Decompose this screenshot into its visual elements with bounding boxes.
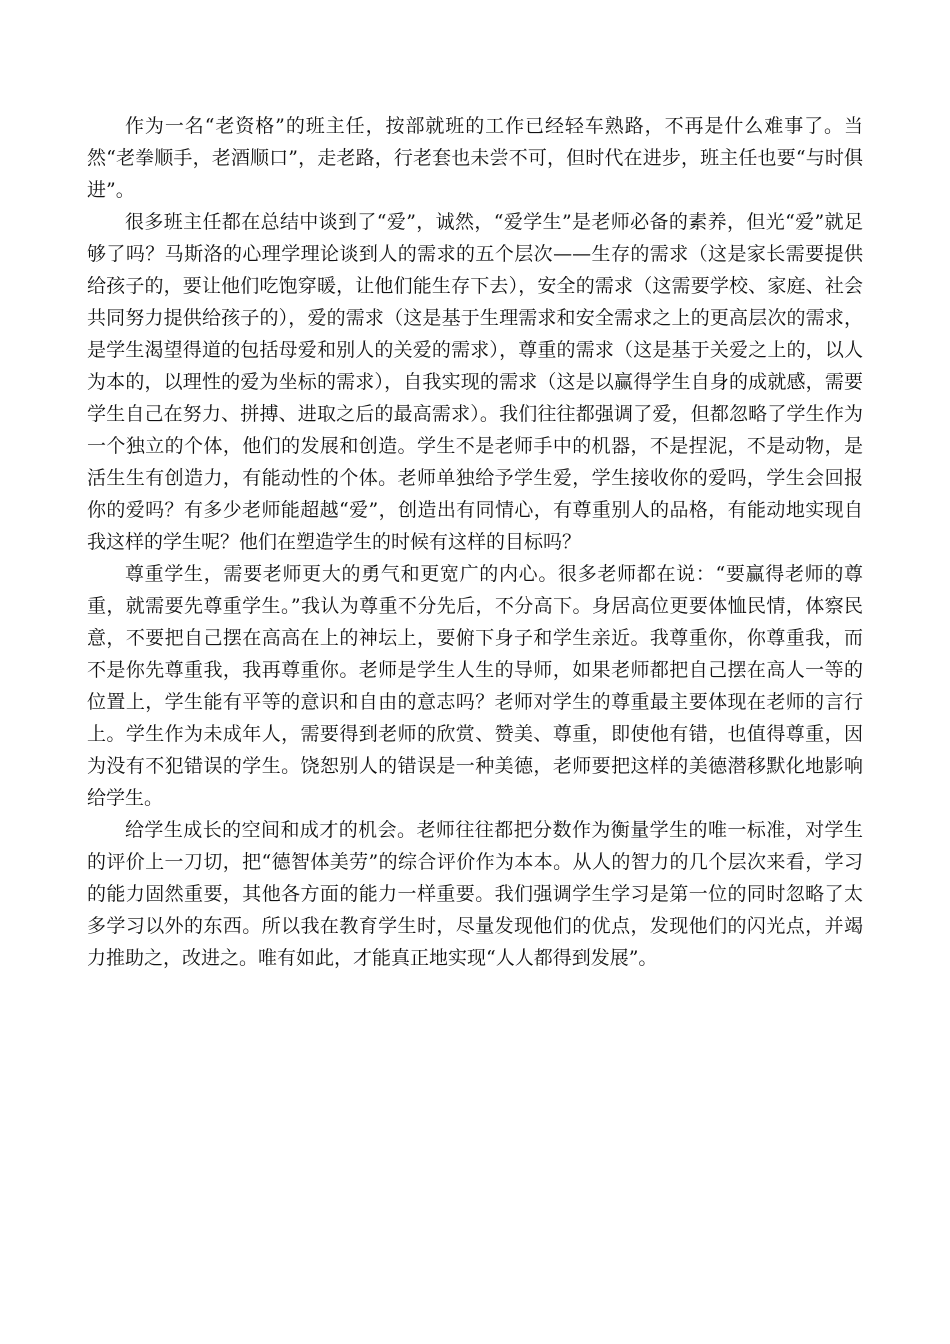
paragraph-3: 尊重学生，需要老师更大的勇气和更宽广的内心。很多老师都在说：“要赢得老师的尊重，就需要先尊重学生。”我认为尊重不分先后，不分高下。身居高位更要体恤民情，体察民意，不要把自己摆在高高在上的神坛上，要俯下身子和学生亲近。我尊重你，你尊重我，而不是你先尊重我，我再尊重你。老师是学生人生的导师，如果老师都把自己摆在高人一等的位置上，学生能有平等的意识和自由的意志吗？老师对学生的尊重最主要体现在老师的言行上。学生作为未成年人，需要得到老师的欣赏、赞美、尊重，即使他有错，也值得尊重，因为没有不犯错误的学生。饶恕别人的错误是一种美德，老师要把这样的美德潜移默化地影响给学生。 xyxy=(87,563,863,809)
paragraph-2: 很多班主任都在总结中谈到了“爱”，诚然，“爱学生”是老师必备的素养，但光“爱”就足够了吗？马斯洛的心理学理论谈到人的需求的五个层次——生存的需求（这是家长需要提供给孩子的，要让他们吃饱穿暖，让他们能生存下去），安全的需求（这需要学校、家庭、社会共同努力提供给孩子的），爱的需求（这是基于生理需求和安全需求之上的更高层次的需求，是学生渴望得道的包括母爱和别人的关爱的需求），尊重的需求（这是基于关爱之上的，以人为本的，以理性的爱为坐标的需求），自我实现的需求（这是以赢得学生自身的成就感，需要学生自己在努力、拼搏、进取之后的最高需求）。我们往往都强调了爱，但都忽略了学生作为一个独立的个体，他们的发展和创造。学生不是老师手中的机器，不是捏泥，不是动物，是活生生有创造力，有能动性的个体。老师单独给予学生爱，学生接收你的爱吗，学生会回报你的爱吗？有多少老师能超越“爱”，创造出有同情心，有尊重别人的品格，有能动地实现自我这样的学生呢？他们在塑造学生的时候有这样的目标吗？ xyxy=(87,211,863,553)
paragraph-4: 给学生成长的空间和成才的机会。老师往往都把分数作为衡量学生的唯一标准，对学生的评价上一刀切，把“德智体美劳”的综合评价作为本本。从人的智力的几个层次来看，学习的能力固然重要，其他各方面的能力一样重要。我们强调学生学习是第一位的同时忽略了太多学习以外的东西。所以我在教育学生时，尽量发现他们的优点，发现他们的闪光点，并竭力推助之，改进之。唯有如此，才能真正地实现“人人都得到发展”。 xyxy=(87,819,863,969)
document-body xyxy=(87,110,863,974)
paragraph-1: 作为一名“老资格”的班主任，按部就班的工作已经轻车熟路，不再是什么难事了。当然“老拳顺手，老酒顺口”，走老路，行老套也未尝不可，但时代在进步，班主任也要“与时俱进”。 xyxy=(87,115,863,201)
